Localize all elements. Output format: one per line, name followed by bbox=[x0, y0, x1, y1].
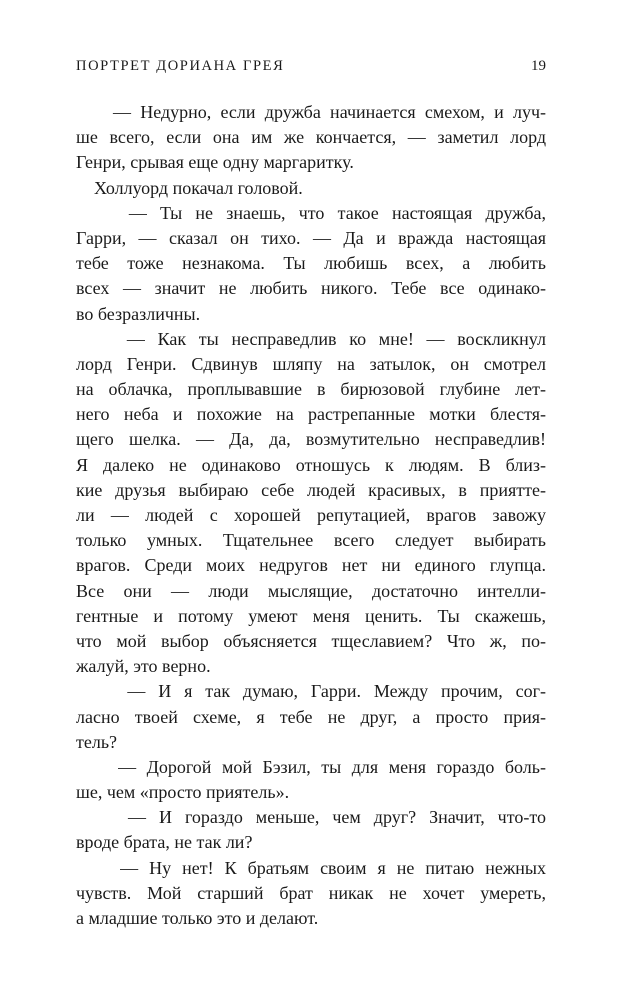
text-line: во безразличны. bbox=[76, 303, 201, 324]
text-line: — Ну нет! К братьям своим я не питаю нежных bbox=[76, 857, 546, 878]
text-line: ше всего, если она им же кончается, — заметил лорд bbox=[76, 127, 546, 148]
text-line: врагов. Среди моих недругов нет ни единого глупца. bbox=[76, 555, 546, 576]
page-header bbox=[76, 58, 546, 82]
text-line: Генри, срывая еще одну маргаритку. bbox=[76, 152, 354, 173]
text-line: только умных. Тщательнее всего следует выбирать bbox=[76, 530, 546, 551]
text-line: ласно твоей схеме, я тебе не друг, а просто прия- bbox=[76, 706, 546, 727]
text-line: тебе тоже незнакома. Ты любишь всех, а любить bbox=[76, 253, 546, 274]
text-line: щего шелка. — Да, да, возмутительно несправедлив! bbox=[76, 429, 546, 450]
text-line: Гарри, — сказал он тихо. — Да и вражда настоящая bbox=[76, 227, 546, 248]
text-line: чувств. Мой старший брат никак не хочет умереть, bbox=[76, 882, 546, 903]
text-line: — Недурно, если дружба начинается смехом, и луч- bbox=[76, 102, 546, 122]
body-text bbox=[76, 100, 546, 931]
text-line: вроде брата, не так ли? bbox=[76, 832, 253, 853]
text-line: гентные и потому умеют меня ценить. Ты скажешь, bbox=[76, 605, 546, 626]
text-line: — Ты не знаешь, что такое настоящая дружба, bbox=[76, 202, 546, 223]
text-line: лорд Генри. Сдвинув шляпу на затылок, он смотрел bbox=[76, 353, 546, 374]
text-line: — И гораздо меньше, чем друг? Значит, что-то bbox=[76, 807, 546, 828]
text-line: — Дорогой мой Бэзил, ты для меня гораздо боль- bbox=[76, 756, 546, 777]
text-line: — И я так думаю, Гарри. Между прочим, сог- bbox=[76, 681, 546, 702]
text-line: Я далеко не одинаково отношусь к людям. В близ- bbox=[76, 454, 546, 475]
text-line: а младшие только это и делают. bbox=[76, 908, 319, 928]
text-line: жалуй, это верно. bbox=[76, 656, 211, 677]
text-line: Все они — люди мыслящие, достаточно интелли- bbox=[76, 580, 546, 601]
text-line: что мой выбор объясняется тщеславием? Что ж, по- bbox=[76, 630, 546, 651]
text-line: — Как ты несправедлив ко мне! — воскликнул bbox=[76, 328, 546, 349]
text-line: на облачка, проплывавшие в бирюзовой глубине лет- bbox=[76, 379, 546, 400]
running-title: ПОРТРЕТ ДОРИАНА ГРЕЯ bbox=[76, 58, 285, 74]
text-line: всех — значит не любить никого. Тебе все одинако- bbox=[76, 278, 546, 299]
text-line: тель? bbox=[76, 731, 118, 752]
text-line: него неба и похожие на растрепанные мотки блестя- bbox=[76, 404, 546, 425]
text-line: ше, чем «просто приятель». bbox=[76, 782, 290, 803]
text-line: кие друзья выбираю себе людей красивых, в приятте- bbox=[76, 479, 546, 500]
page-number: 19 bbox=[531, 58, 546, 74]
text-line: ли — людей с хорошей репутацией, врагов завожу bbox=[76, 505, 546, 525]
text-line: Холлуорд покачал головой. bbox=[76, 177, 303, 198]
